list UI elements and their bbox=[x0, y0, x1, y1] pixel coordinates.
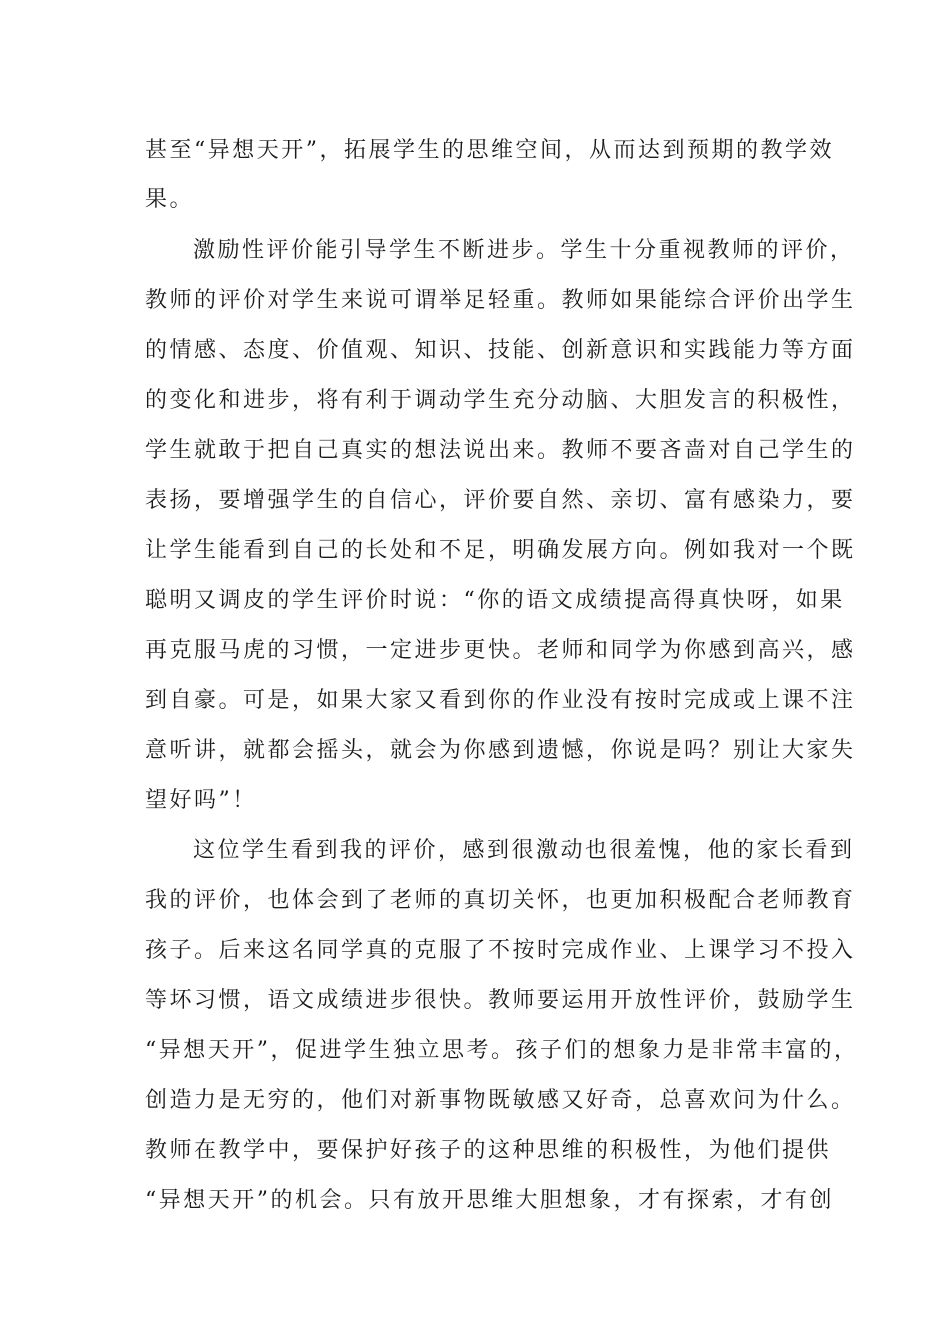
text-line: 到自豪。可是，如果大家又看到你的作业没有按时完成或上课不注 bbox=[145, 688, 856, 713]
text-line: 意听讲，就都会摇头，就会为你感到遗憾，你说是吗？别让大家失 bbox=[145, 738, 856, 763]
text-line: 等坏习惯，语文成绩进步很快。教师要运用开放性评价，鼓励学生 bbox=[145, 988, 856, 1013]
text-line: 我的评价，也体会到了老师的真切关怀，也更加积极配合老师教育 bbox=[145, 888, 856, 913]
text-line: 教师的评价对学生来说可谓举足轻重。教师如果能综合评价出学生 bbox=[145, 288, 856, 313]
text-line: 甚至“异想天开”，拓展学生的思维空间，从而达到预期的教学效 bbox=[145, 138, 834, 163]
text-line: “异想天开”，促进学生独立思考。孩子们的想象力是非常丰富的， bbox=[145, 1038, 859, 1063]
text-line: 再克服马虎的习惯，一定进步更快。老师和同学为你感到高兴，感 bbox=[145, 638, 856, 663]
text-line: “异想天开”的机会。只有放开思维大胆想象，才有探索，才有创 bbox=[145, 1188, 834, 1213]
paragraph-first-line: 激励性评价能引导学生不断进步。学生十分重视教师的评价， bbox=[193, 238, 855, 263]
text-line: 表扬，要增强学生的自信心，评价要自然、亲切、富有感染力，要 bbox=[145, 488, 856, 513]
text-line: 创造力是无穷的，他们对新事物既敏感又好奇，总喜欢问为什么。 bbox=[145, 1088, 856, 1113]
text-line: 的情感、态度、价值观、知识、技能、创新意识和实践能力等方面 bbox=[145, 338, 856, 363]
text-line: 让学生能看到自己的长处和不足，明确发展方向。例如我对一个既 bbox=[145, 538, 856, 563]
text-line: 的变化和进步，将有利于调动学生充分动脑、大胆发言的积极性， bbox=[145, 388, 856, 413]
text-line: 学生就敢于把自己真实的想法说出来。教师不要吝啬对自己学生的 bbox=[145, 438, 856, 463]
text-line: 望好吗”！ bbox=[145, 788, 257, 813]
text-line: 孩子。后来这名同学真的克服了不按时完成作业、上课学习不投入 bbox=[145, 938, 856, 963]
text-line: 教师在教学中，要保护好孩子的这种思维的积极性，为他们提供 bbox=[145, 1138, 832, 1163]
text-line: 果。 bbox=[145, 187, 195, 212]
text-line: 聪明又调皮的学生评价时说：“你的语文成绩提高得真快呀，如果 bbox=[145, 588, 845, 613]
paragraph-first-line: 这位学生看到我的评价，感到很激动也很羞愧，他的家长看到 bbox=[193, 838, 855, 863]
